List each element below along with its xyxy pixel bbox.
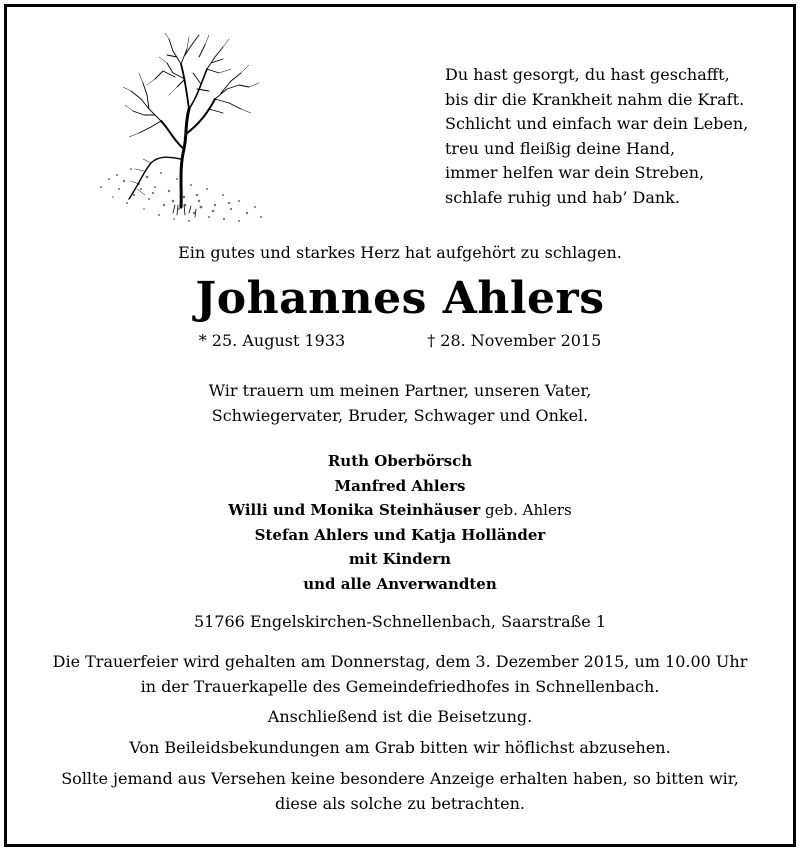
family-list <box>7 449 793 596</box>
service-info <box>7 650 793 699</box>
family-member: mit Kindern <box>348 550 452 568</box>
poem-line: schlafe ruhig und hab’ Dank. <box>445 187 680 207</box>
intro-text: Ein gutes und starkes Herz hat aufgehört zu schlagen. <box>178 243 622 262</box>
service-line: Die Trauerfeier wird gehalten am Donnerstag, dem 3. Dezember 2015, um 10.00 Uhr <box>52 652 748 671</box>
service-line: in der Trauerkapelle des Gemeindefriedhofes in Schnellenbach. <box>140 676 660 696</box>
notice-text <box>7 767 793 816</box>
poem-line: Schlicht und einfach war dein Leben, <box>445 114 749 133</box>
mourning-line: Schwiegervater, Bruder, Schwager und Onkel. <box>211 405 589 425</box>
family-member: und alle Anverwandten <box>303 574 497 593</box>
mourning-line: Wir trauern um meinen Partner, unseren Vater, <box>208 381 592 400</box>
deceased-name: Johannes Ahlers <box>195 273 605 324</box>
birth-date: * 25. August 1933 <box>198 331 346 350</box>
life-dates <box>7 331 793 350</box>
obituary-notice <box>4 4 796 847</box>
poem-line: bis dir die Krankheit nahm die Kraft. <box>445 89 745 109</box>
poem-line: immer helfen war dein Streben, <box>445 163 705 182</box>
notice-line: diese als solche zu betrachten. <box>274 793 526 813</box>
poem-line: Du hast gesorgt, du hast geschafft, <box>445 65 730 84</box>
family-member-note: geb. Ahlers <box>480 501 572 519</box>
family-member: Stefan Ahlers und Katja Holländer <box>254 525 546 544</box>
address: 51766 Engelskirchen-Schnellenbach, Saarstraße 1 <box>193 612 607 631</box>
family-member: Manfred Ahlers <box>334 476 466 495</box>
notice-line: Sollte jemand aus Versehen keine besondere Anzeige erhalten haben, so bitten wir, <box>61 769 739 788</box>
family-member: Willi und Monika Steinhäuser <box>228 501 481 519</box>
poem <box>445 63 765 210</box>
mourning-text <box>7 379 793 428</box>
burial-info: Anschließend ist die Beisetzung. <box>267 707 533 726</box>
poem-line: treu und fleißig deine Hand, <box>445 138 676 158</box>
tree-illustration-icon <box>89 29 274 229</box>
condolence-note: Von Beileidsbekundungen am Grab bitten wir höflichst abzusehen. <box>129 738 671 757</box>
family-member: Ruth Oberbörsch <box>327 452 473 470</box>
death-date: † 28. November 2015 <box>427 331 602 350</box>
